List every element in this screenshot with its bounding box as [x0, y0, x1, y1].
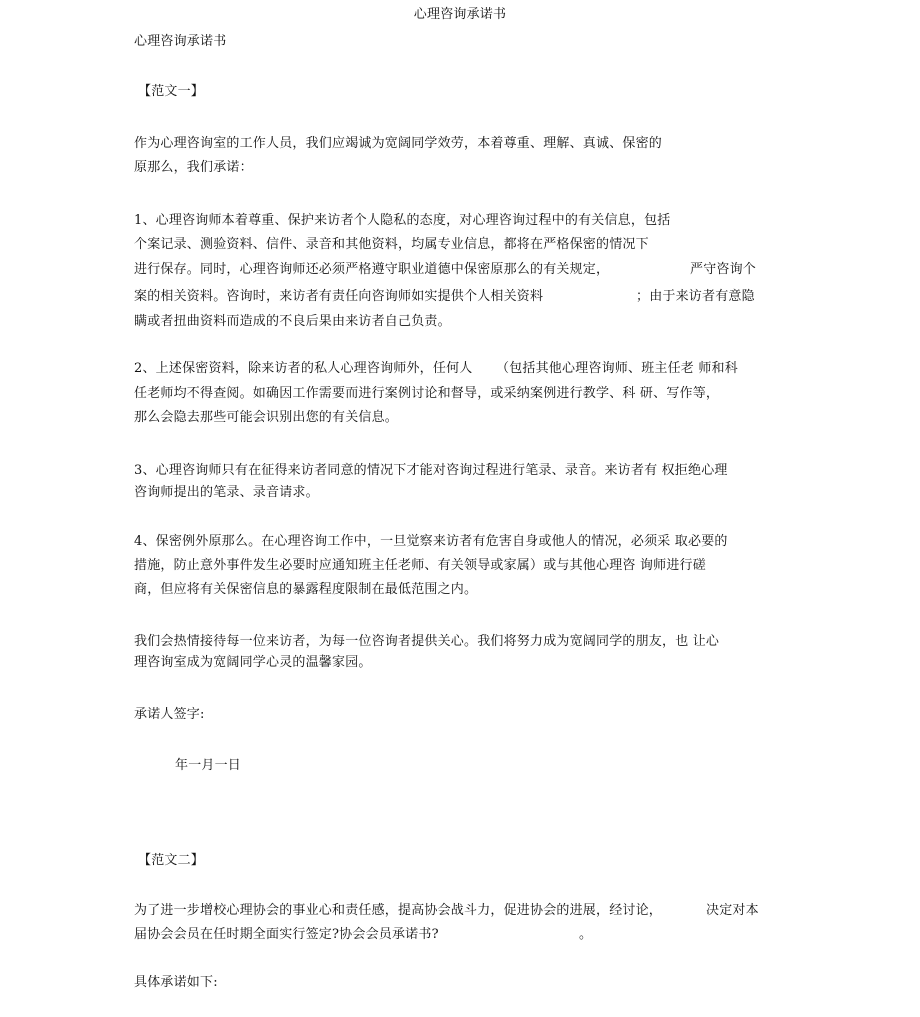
item-3-line-1: 3、心理咨询师只有在征得来访者同意的情况下才能对咨询过程进行笔录、录音。来访者有 权拒绝心理 [134, 463, 728, 478]
section-1-intro-line-1: 作为心理咨询室的工作人员，我们应竭诚为宽阔同学效劳，本着尊重、理解、真诚、保密的 [134, 136, 663, 151]
item-1-line-3-tail: 严守咨询个 [690, 262, 757, 277]
item-4-line-2: 措施，防止意外事件发生必要时应通知班主任老师、有关领导或家属）或与其他心理咨 询师进行磋 [134, 558, 706, 573]
page-header-title: 心理咨询承诺书 [413, 7, 507, 22]
closing-line-2: 理咨询室成为宽阔同学心灵的温馨家园。 [134, 655, 372, 670]
section-1-heading: 【范文一】 [138, 84, 205, 99]
section-2-intro-line-2-tail: 。 [579, 927, 593, 942]
section-2-intro-line-1: 为了进一步增校心理协会的事业心和责任感，提高协会战斗力，促进协会的进展，经讨论， [134, 903, 663, 918]
closing-line-1: 我们会热情接待每一位来访者，为每一位咨询者提供关心。我们将努力成为宽阔同学的朋友，也 让心 [134, 634, 720, 649]
item-2-line-1-tail: （包括其他心理咨询师、班主任老 师和科 [496, 361, 738, 376]
document-title: 心理咨询承诺书 [134, 34, 227, 49]
item-4-line-1: 4、保密例外原那么。在心理咨询工作中，一旦觉察来访者有危害自身或他人的情况，必须采 取必要的 [134, 534, 728, 549]
item-1-line-2: 个案记录、测验资料、信件、录音和其他资料，均属专业信息，都将在严格保密的情况下 [134, 237, 649, 252]
section-2-intro-line-1-tail: 决定对本 [706, 903, 759, 918]
item-1-line-3: 进行保存。同时，心理咨询师还必须严格遵守职业道德中保密原那么的有关规定， [134, 262, 610, 277]
signature-label: 承诺人签字: [134, 707, 205, 722]
section-1-intro-line-2: 原那么，我们承诺： [134, 160, 253, 175]
item-2-line-3: 那么会隐去那些可能会识别出您的有关信息。 [134, 410, 399, 425]
item-2-line-2: 任老师均不得查阅。如确因工作需要而进行案例讨论和督导，或采纳案例进行教学、科 研、写作等， [134, 386, 720, 401]
item-1-line-4: 案的相关资料。咨询时，来访者有责任向咨询师如实提供个人相关资料 [134, 289, 544, 304]
specific-commitments-label: 具体承诺如下: [134, 975, 218, 990]
item-1-line-4-tail: ；由于来访者有意隐 [636, 289, 755, 304]
item-1-line-5: 瞒或者扭曲资料而造成的不良后果由来访者自己负责。 [134, 314, 451, 329]
item-4-line-3: 商，但应将有关保密信息的暴露程度限制在最低范围之内。 [134, 582, 478, 597]
item-2-line-1: 2、上述保密资料，除来访者的私人心理咨询师外，任何人 [134, 361, 473, 376]
section-2-heading: 【范文二】 [138, 853, 205, 868]
item-3-line-2: 咨询师提出的笔录、录音请求。 [134, 485, 319, 500]
section-2-intro-line-2: 届协会会员在任时期全面实行签定?协会会员承诺书? [134, 927, 439, 942]
date-line: 年一月一日 [175, 758, 242, 773]
item-1-line-1: 1、心理咨询师本着尊重、保护来访者个人隐私的态度，对心理咨询过程中的有关信息，包括 [134, 213, 671, 228]
